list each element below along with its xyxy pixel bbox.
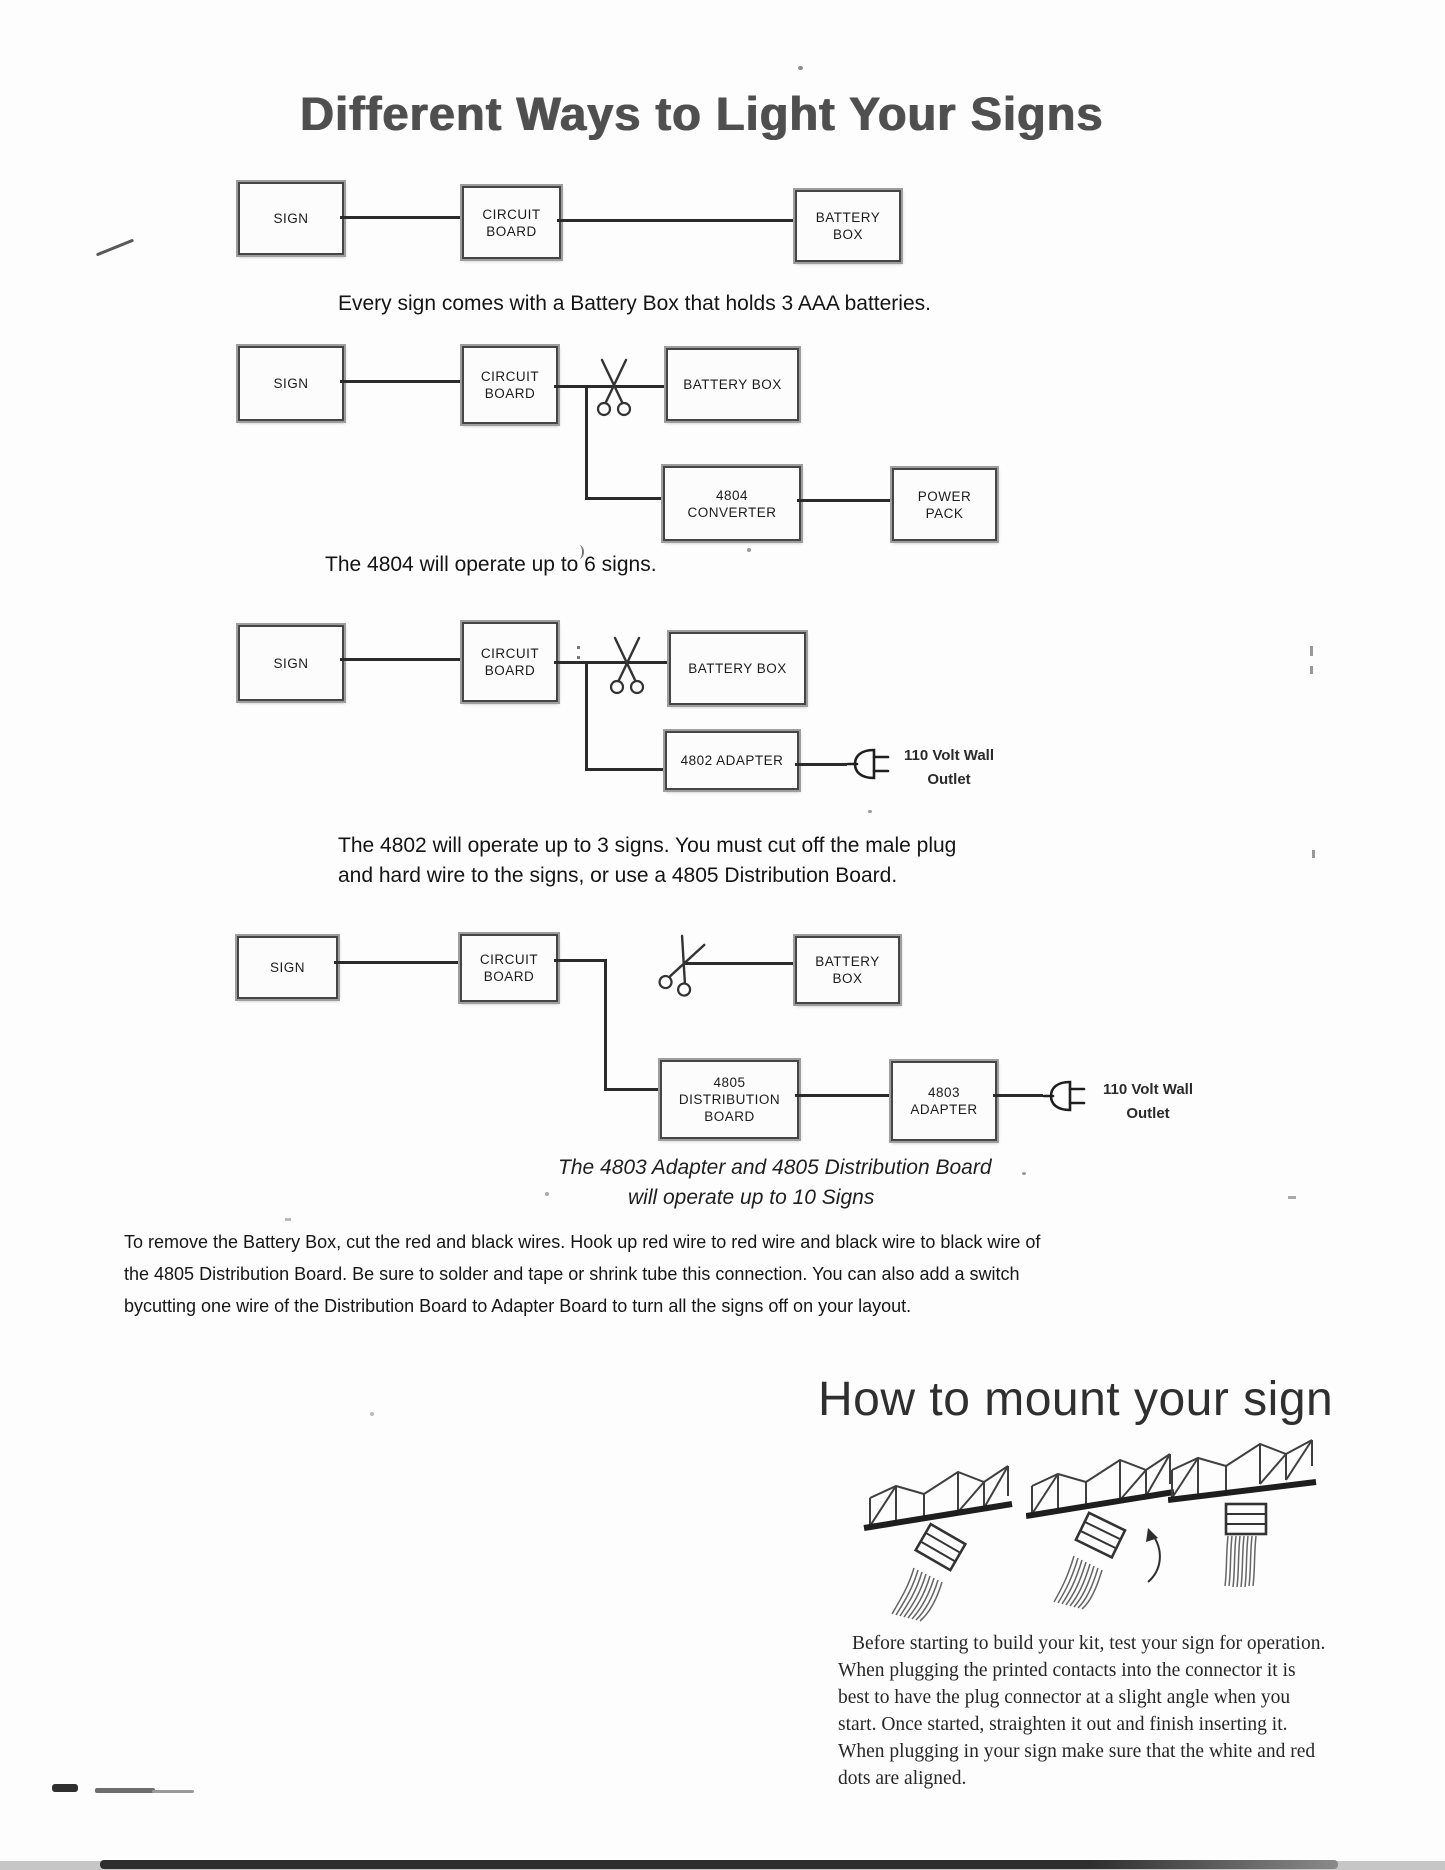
scissors-icon [608,636,646,705]
wall-outlet-3-line2: Outlet [927,771,971,788]
connector-line [795,1094,891,1097]
circuit-board-3-line1: CIRCUIT [480,646,540,661]
connector-line [604,1088,660,1091]
scan-dash [1310,646,1313,656]
scan-smudge [52,1784,78,1792]
diagram4-caption-line1: The 4803 Adapter and 4805 Distribution Board [558,1156,992,1179]
distribution-4805-line1: 4805 [713,1075,746,1090]
page-title: Different Ways to Light Your Signs [300,87,1104,140]
converter-4804-box [663,466,801,541]
distribution-4805-line2: DISTRIBUTION [678,1092,781,1107]
battery-box-1-line1: BATTERY [815,210,881,225]
wall-outlet-label-4 [1090,1078,1206,1126]
circuit-board-4-line1: CIRCUIT [479,952,539,967]
scan-speck [577,646,580,649]
battery-box-2 [666,348,799,421]
sign-box-3 [238,625,344,701]
battery-box-4-line1: BATTERY [815,954,880,969]
circuit-board-1-line2: BOARD [486,223,537,239]
ribbon-cable-drawing [1054,1556,1102,1609]
ribbon-cable-drawing [1225,1536,1256,1587]
mount-step-3-illustration [1168,1424,1318,1594]
battery-box-1-line2: BOX [832,227,863,242]
connector-line [585,497,663,500]
connector-line [993,1094,1043,1097]
scan-dash [1312,850,1315,858]
power-pack-box [892,468,997,541]
battery-box-2-label: BATTERY BOX [683,377,782,392]
diagram1-caption: Every sign comes with a Battery Box that holds 3 AAA batteries. [338,292,931,315]
diagram3-caption-line1: The 4802 will operate up to 3 signs. You must cut off the male plug [338,834,957,857]
circuit-board-box-3 [462,622,558,702]
circuit-board-box-1 [462,186,561,259]
circuit-board-2-line1: CIRCUIT [480,369,540,384]
scan-dash [1310,666,1313,674]
connector-line [585,385,588,500]
circuit-board-box-4 [460,934,558,1002]
adapter-4802-box [665,731,799,790]
rotate-arrow-icon [1146,1528,1160,1582]
circuit-board-4-line2: BOARD [483,969,535,984]
battery-box-3-label: BATTERY BOX [688,661,787,676]
connector-line [554,959,607,962]
notes-line1: To remove the Battery Box, cut the red and black wires. Hook up red wire to red wire and black wire to black wire of [124,1232,1041,1252]
circuit-board-1-line1: CIRCUIT [482,206,541,222]
scan-edge-bar-dark [100,1860,1338,1869]
distribution-board-4805-box [660,1060,799,1139]
sign-box-4-label: SIGN [269,960,305,975]
adapter-4803-box [891,1061,997,1141]
notes-paragraph [124,1226,1040,1322]
mount-step-1-illustration [862,1436,1017,1631]
mount-instructions [838,1630,1388,1792]
connector-line [585,661,588,771]
scan-squiggle [574,545,584,559]
scan-speck [1022,1172,1026,1175]
scan-smudge [152,1790,194,1793]
connector-line [334,961,460,964]
wall-outlet-4-line2: Outlet [1126,1105,1170,1122]
mount-step-2-illustration [1026,1426,1181,1616]
connector-line [604,959,607,1091]
connector-line [340,658,462,661]
mount-line5: When plugging in your sign make sure that the white and red [838,1741,1316,1762]
adapter-4803-line1: 4803 [927,1085,961,1100]
battery-box-1 [795,190,901,262]
connector-line [557,219,795,222]
notes-line2: the 4805 Distribution Board. Be sure to solder and tape or shrink tube this connection. You can also add a switch [124,1264,1020,1284]
scan-speck [577,656,580,659]
ribbon-cable-drawing [892,1568,942,1621]
connector-line [585,768,665,771]
connector-line [340,380,462,383]
battery-box-3 [669,632,806,705]
scan-speck [868,810,872,813]
pen-mark-artifact [96,239,134,257]
mount-heading: How to mount your sign [818,1373,1334,1426]
sign-box-1 [238,182,344,255]
wall-outlet-4-line1: 110 Volt Wall [1102,1081,1194,1098]
connector-line [340,216,462,219]
scissors-icon [650,931,711,1009]
circuit-board-3-line2: BOARD [484,663,536,678]
distribution-4805-line3: BOARD [704,1109,755,1124]
power-plug-icon [847,744,893,789]
connector-line [797,499,892,502]
scan-dash [1288,1196,1296,1199]
scan-speck [798,66,803,70]
battery-box-4 [795,936,900,1004]
sign-box-4 [237,936,338,999]
wall-outlet-label-3 [893,744,1005,792]
circuit-board-2-line2: BOARD [484,386,536,401]
diagram3-caption-line2: and hard wire to the signs, or use a 4805 Distribution Board. [338,864,898,887]
notes-line3: bycutting one wire of the Distribution Board to Adapter Board to turn all the signs off on your layout. [124,1296,912,1316]
connector-line [795,763,847,766]
mount-line6: dots are aligned. [838,1768,967,1789]
scan-speck [747,548,751,552]
sign-box-3-label: SIGN [273,655,309,671]
circuit-board-box-2 [462,346,558,424]
diagram4-caption-line2: will operate up to 10 Signs [628,1186,875,1209]
power-plug-icon [1043,1076,1089,1121]
scissors-icon [595,358,633,427]
sign-box-2 [238,346,344,421]
adapter-4802-label: 4802 ADAPTER [680,753,784,768]
scan-speck [545,1192,549,1196]
converter-4804-line1: 4804 [715,487,749,503]
sign-box-2-label: SIGN [273,376,309,391]
scan-speck [370,1412,374,1416]
mount-line1: Before starting to build your kit, test your sign for operation. [852,1633,1326,1654]
scan-dash [285,1218,291,1221]
battery-box-4-line2: BOX [832,971,863,986]
mount-line2: When plugging the printed contacts into the connector it is [838,1660,1296,1681]
sign-box-1-label: SIGN [273,211,309,226]
adapter-4803-line2: ADAPTER [910,1102,978,1117]
wall-outlet-3-line1: 110 Volt Wall [903,747,995,764]
mount-line4: start. Once started, straighten it out and finish inserting it. [838,1714,1288,1735]
converter-4804-line2: CONVERTER [687,504,777,520]
power-pack-line1: POWER [917,488,972,504]
diagram2-caption: The 4804 will operate up to 6 signs. [325,553,657,576]
mount-line3: best to have the plug connector at a slight angle when you [838,1687,1291,1708]
power-pack-line2: PACK [925,505,964,521]
scan-smudge [95,1788,155,1793]
